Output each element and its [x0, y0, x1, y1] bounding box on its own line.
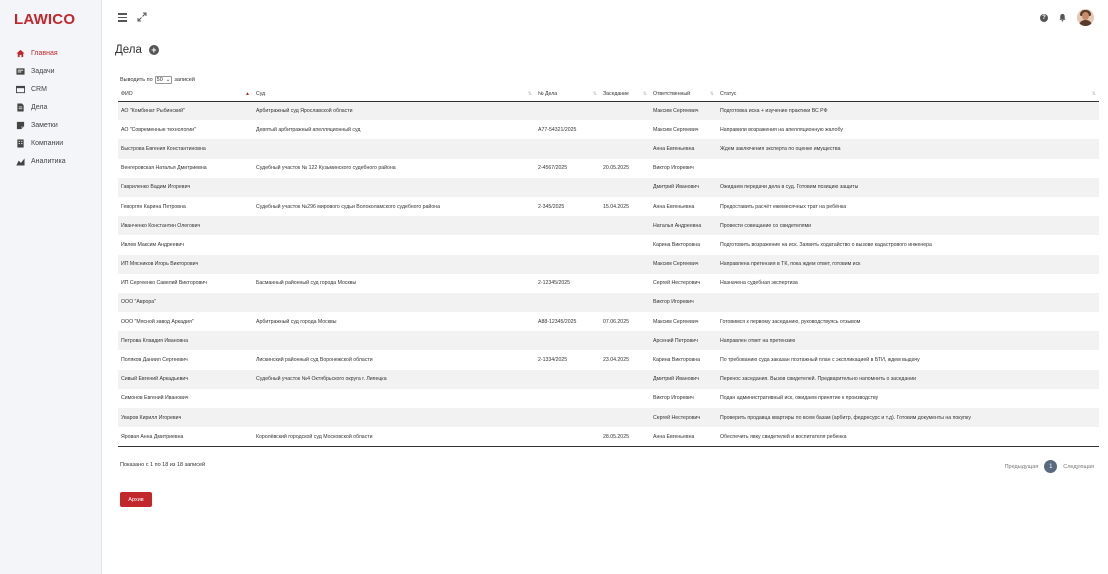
cell-court: Басманный районный суд города Москвы	[256, 280, 357, 287]
cell-fio: Яровая Анна Дмитриевна	[118, 427, 253, 446]
table-body	[118, 101, 1099, 446]
table-row[interactable]	[118, 159, 1099, 178]
table-row[interactable]	[118, 178, 1099, 197]
cell-fio: Венгеровская Наталья Дмитриевна	[121, 165, 207, 172]
chevron-down-icon: ⌄	[165, 77, 171, 83]
sidebar-item-notes[interactable]	[0, 116, 102, 134]
cell-fio: Петрова Клавдия Ивановна	[121, 337, 188, 344]
companies-icon	[16, 139, 25, 148]
sort-asc-icon: ▲	[245, 91, 250, 97]
cell-status	[717, 293, 1099, 312]
table-info: Показано с 1 по 18 из 18 записей	[120, 462, 206, 468]
cell-responsible: Максим Сергеевич	[653, 318, 699, 325]
cell-status: Назначена судебная экспертиза	[720, 280, 798, 287]
cell-responsible: Виктор Игоревич	[653, 299, 694, 306]
cell-responsible: Виктор Игоревич	[653, 395, 694, 402]
tasks-icon	[16, 67, 25, 76]
cell-court: Королёвский городской суд Московской области	[253, 427, 535, 446]
page-length-value: 50	[156, 77, 163, 83]
cell-fio: Иванченко Константин Олегович	[121, 222, 201, 229]
page-length-control	[120, 76, 195, 84]
cell-court	[253, 389, 535, 408]
table-row[interactable]	[118, 139, 1099, 158]
column-header-case-number[interactable]: № Дела ⇅	[535, 87, 600, 101]
table-row[interactable]	[118, 274, 1099, 293]
cell-hearing	[600, 120, 650, 139]
sidebar-item-label: Компании	[31, 139, 64, 147]
table-row[interactable]	[118, 427, 1099, 446]
cell-case-number	[535, 427, 600, 446]
cell-hearing: 23.04.2025	[603, 357, 629, 364]
cell-responsible: Анна Евгеньевна	[653, 203, 695, 210]
cell-fio: Гавриленко Вадим Игоревич	[121, 184, 191, 191]
cell-court	[253, 408, 535, 427]
column-header-court[interactable]: Суд ⇅	[253, 87, 535, 101]
sidebar-item-home[interactable]	[0, 44, 102, 62]
sidebar-item-analytics[interactable]	[0, 152, 102, 170]
help-icon[interactable]: ?	[1040, 14, 1048, 22]
cell-court: Арбитражный суд города Москвы	[256, 318, 337, 325]
cell-responsible: Карина Викторовна	[653, 357, 701, 364]
cell-fio: ИП Сергеенко Савелий Викторович	[121, 280, 207, 287]
cell-responsible: Карина Викторовна	[653, 241, 701, 248]
cell-case-number: А88-12345/2025	[538, 318, 577, 325]
cell-hearing	[600, 408, 650, 427]
cell-hearing	[600, 139, 650, 158]
cell-responsible: Дмитрий Иванович	[653, 376, 699, 383]
table-row[interactable]	[118, 255, 1099, 274]
home-icon	[16, 49, 25, 58]
table-row[interactable]	[118, 331, 1099, 350]
cell-hearing	[600, 101, 650, 120]
cell-court	[253, 255, 535, 274]
cell-status: Провести совещание со свидетелями	[720, 222, 812, 229]
cell-responsible: Анна Евгеньевна	[653, 145, 695, 152]
table-row[interactable]	[118, 408, 1099, 427]
cell-status: Обеспечить явку свидетелей и воспитателя ребенка	[717, 427, 1099, 446]
cell-status: Направили возражения на апелляционную жалобу	[720, 126, 843, 133]
cell-court: Лискинский районный суд Воронежской области	[256, 357, 373, 364]
cell-court: Арбитражный суд Ярославской области	[256, 107, 353, 114]
cell-hearing	[600, 274, 650, 293]
sidebar-item-companies[interactable]	[0, 134, 102, 152]
cell-responsible: Виктор Игоревич	[653, 165, 694, 172]
cell-hearing: 28.05.2025	[600, 427, 650, 446]
cell-case-number	[535, 101, 600, 120]
cases-icon	[16, 103, 25, 112]
sort-icon: ⇅	[642, 91, 647, 97]
cell-responsible: Дмитрий Иванович	[653, 184, 699, 191]
column-header-status[interactable]: Статус ⇅	[717, 87, 1099, 101]
column-header-fio[interactable]: ФИО ▲	[118, 87, 253, 101]
sidebar-nav	[0, 44, 102, 170]
cell-court	[253, 331, 535, 350]
cell-hearing	[600, 389, 650, 408]
length-suffix: записей	[174, 77, 195, 83]
sidebar-item-tasks[interactable]	[0, 62, 102, 80]
column-header-responsible[interactable]: Ответственный ⇅	[650, 87, 717, 101]
sidebar-item-label: CRM	[31, 85, 47, 93]
table-row[interactable]	[118, 293, 1099, 312]
crm-icon	[16, 85, 25, 94]
cell-hearing	[600, 178, 650, 197]
analytics-icon	[16, 157, 25, 166]
cell-court: Судебный участок №4 Октябрьского округа г. Липецка	[256, 376, 387, 383]
sort-icon: ⇅	[1091, 91, 1096, 97]
sort-icon: ⇅	[592, 91, 597, 97]
sort-icon: ⇅	[709, 91, 714, 97]
cell-responsible: Максим Сергеевич	[653, 126, 699, 133]
cell-responsible: Наталья Андреевна	[653, 222, 702, 229]
cell-court	[253, 178, 535, 197]
cell-responsible: Арсений Петрович	[653, 337, 698, 344]
cell-fio: Ивлев Максим Андреевич	[121, 241, 184, 248]
sidebar-item-label: Дела	[31, 103, 48, 111]
cell-fio: Поляков Даниил Сергеевич	[121, 357, 188, 364]
cell-status: Ждем заключения эксперта по оценке имущества	[720, 145, 841, 152]
pagination	[1005, 460, 1094, 473]
cell-hearing: 15.04.2025	[603, 203, 629, 210]
cell-status: Подан административный иск, ожидаем принятие к производству	[720, 395, 879, 402]
table-row[interactable]	[118, 350, 1099, 369]
cell-status: Проверить продавца квартиры по всем базам (арбитр, федресурс и т.д). Готовим документы на покупку	[720, 414, 971, 421]
cell-responsible: Максим Сергеевич	[653, 107, 699, 114]
page-title: Дела	[115, 44, 142, 56]
page-header	[115, 44, 159, 56]
cell-case-number: 2-345/2025	[538, 203, 565, 210]
pagination-next[interactable]: Следующая	[1063, 463, 1094, 470]
expand-icon[interactable]	[137, 12, 147, 22]
cell-case-number: 2-1334/2025	[538, 357, 568, 364]
cell-case-number	[535, 178, 600, 197]
cell-hearing	[600, 216, 650, 235]
cell-court: Судебный участок №296 мирового судьи Волоколамского судебного района	[256, 203, 440, 210]
topbar-actions	[1040, 9, 1094, 26]
avatar[interactable]	[1077, 9, 1094, 26]
sidebar	[0, 0, 102, 574]
cell-hearing	[600, 370, 650, 389]
cell-case-number: 2-12345/2025	[538, 280, 571, 287]
cell-case-number	[535, 235, 600, 254]
cell-case-number	[535, 331, 600, 350]
table-header-row	[118, 87, 1099, 101]
table-row[interactable]	[118, 101, 1099, 120]
sidebar-item-crm[interactable]	[0, 80, 102, 98]
cell-hearing	[600, 255, 650, 274]
table-row[interactable]	[118, 389, 1099, 408]
cell-fio: Геворгян Карина Петровна	[121, 203, 186, 210]
cell-case-number	[535, 255, 600, 274]
cell-court	[253, 216, 535, 235]
sidebar-item-cases[interactable]	[0, 98, 102, 116]
length-prefix: Выводить по	[120, 77, 153, 83]
cell-fio: Сивый Евгений Аркадьевич	[121, 376, 189, 383]
cell-case-number: 2-4567/2025	[538, 165, 568, 172]
topbar	[102, 0, 1108, 34]
cell-responsible: Анна Евгеньевна	[650, 427, 717, 446]
cell-status: Предоставить расчёт ежемесячных трат на ребёнка	[720, 203, 847, 210]
cell-status: Направлен ответ на претензию	[720, 337, 796, 344]
add-case-button[interactable]: +	[149, 45, 159, 55]
table-row[interactable]	[118, 197, 1099, 216]
table-row[interactable]	[118, 312, 1099, 331]
pagination-previous[interactable]: Предыдущая	[1004, 463, 1039, 470]
cell-court: Девятый арбитражный апелляционный суд	[256, 126, 361, 133]
notes-icon	[16, 121, 25, 130]
cell-case-number	[535, 216, 600, 235]
page-length-select[interactable]	[155, 76, 173, 84]
cell-hearing: 20.05.2025	[603, 165, 629, 172]
cell-status: Ожидаем передачи дела в суд. Готовим позицию защиты	[720, 184, 859, 191]
cell-fio: АО "Комбинат Рыбинский"	[121, 107, 185, 114]
table-row[interactable]	[118, 216, 1099, 235]
cell-hearing: 07.06.2025	[603, 318, 629, 325]
cell-case-number: А77-54321/2025	[538, 126, 577, 133]
cell-responsible: Сергей Нестерович	[653, 280, 701, 287]
cell-status: Направлена претензия в ТК, пока ждем ответ, готовим иск	[720, 261, 861, 268]
cell-hearing	[600, 293, 650, 312]
cell-fio: АО "Современные технологии"	[121, 126, 196, 133]
table-row[interactable]	[118, 120, 1099, 139]
cell-case-number	[535, 293, 600, 312]
cell-fio: Быстрова Евгения Константиновна	[121, 145, 206, 152]
table-row[interactable]	[118, 370, 1099, 389]
sidebar-item-label: Заметки	[31, 121, 58, 129]
menu-toggle-icon[interactable]	[118, 13, 127, 21]
cell-status: Перенос заседания. Вызов свидетелей. Предварительно напомнить о заседании	[720, 376, 917, 383]
cell-responsible: Максим Сергеевич	[653, 261, 699, 268]
cell-case-number	[535, 408, 600, 427]
cell-status: Подготовка иска + изучение практики ВС РФ	[720, 107, 828, 114]
table-row[interactable]	[118, 235, 1099, 254]
cell-hearing	[600, 235, 650, 254]
cell-fio: ООО "Мясной завод Аркадия"	[121, 318, 194, 325]
cases-table	[118, 87, 1099, 447]
cell-fio: Уваров Кирилл Игоревич	[121, 414, 182, 421]
archive-button[interactable]: Архив	[120, 492, 152, 507]
cell-court	[253, 293, 535, 312]
app-logo[interactable]: LAWICO	[14, 11, 76, 28]
cell-fio: ИП Мясников Игорь Викторович	[121, 261, 199, 268]
cell-court: Судебный участок № 122 Кузьминского судебного района	[256, 165, 396, 172]
cell-hearing	[600, 331, 650, 350]
sidebar-item-label: Аналитика	[31, 157, 66, 165]
cell-case-number	[535, 389, 600, 408]
cell-status: Подготовить возражение на иск. Заявить ходатайство о вызове кадастрового инженера	[720, 241, 932, 248]
pagination-page-1[interactable]: 1	[1044, 460, 1057, 473]
column-header-hearing[interactable]: Заседание ⇅	[600, 87, 650, 101]
bell-icon[interactable]	[1058, 13, 1067, 22]
cell-status: Готовимся к первому заседанию, руководствуясь отзывом	[720, 318, 861, 325]
cell-fio: ООО "Аврора"	[121, 299, 156, 306]
cell-responsible: Сергей Нестерович	[653, 414, 701, 421]
cell-status	[717, 159, 1099, 178]
sort-icon: ⇅	[527, 91, 532, 97]
cell-court	[253, 235, 535, 254]
cell-case-number	[535, 370, 600, 389]
cell-court	[253, 139, 535, 158]
cell-fio: Симонов Евгений Иванович	[121, 395, 189, 402]
sidebar-item-label: Главная	[31, 49, 58, 57]
cell-status: По требованию суда заказан поэтажный план с экспликацией в БТИ, ждем выдачу	[720, 357, 920, 364]
cell-case-number	[535, 139, 600, 158]
sidebar-item-label: Задачи	[31, 67, 55, 75]
